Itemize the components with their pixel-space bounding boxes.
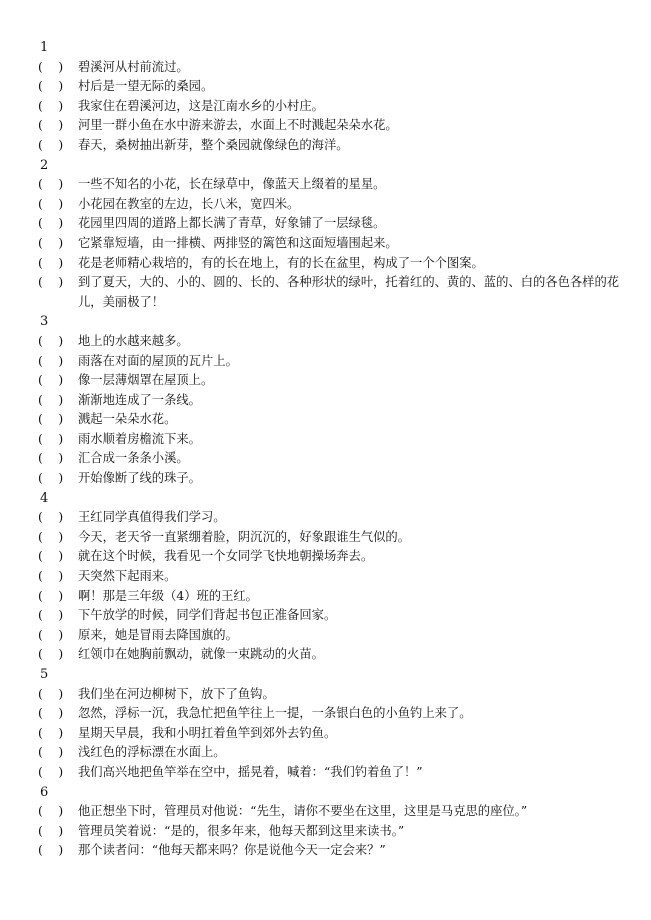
order-answer-blank[interactable]: ( ) <box>38 510 64 525</box>
sentence-item <box>38 58 628 78</box>
order-answer-blank[interactable]: ( ) <box>38 706 64 721</box>
sentence-item <box>38 685 628 705</box>
exercise-section <box>38 783 628 861</box>
sentence-item <box>38 195 628 215</box>
section-number: 1 <box>40 40 49 55</box>
order-answer-blank[interactable]: ( ) <box>38 79 64 94</box>
sentence-item <box>38 449 628 469</box>
sentence-text: 碧溪河从村前流过。 <box>78 59 189 74</box>
section-number: 6 <box>40 784 49 800</box>
sentence-item <box>38 352 628 372</box>
sentence-item <box>38 254 628 274</box>
sentence-text: 溅起一朵朵水花。 <box>78 412 177 427</box>
sentence-text: 它紧靠短墙，由一排横、两排竖的篱笆和这面短墙围起来。 <box>78 235 398 250</box>
order-answer-blank[interactable]: ( ) <box>38 137 64 152</box>
exercise-section <box>38 156 628 313</box>
sentence-text: 啊！那是三年级（4）班的王红。 <box>78 588 258 603</box>
sentence-item <box>38 802 628 822</box>
section-number: 3 <box>40 314 49 330</box>
order-answer-blank[interactable]: ( ) <box>38 569 64 584</box>
order-answer-blank[interactable]: ( ) <box>38 608 64 623</box>
order-answer-blank[interactable]: ( ) <box>38 216 64 231</box>
sentence-text: 他正想坐下时，管理员对他说：“先生，请你不要坐在这里，这里是马克思的座位。” <box>78 804 528 819</box>
sentence-item <box>38 371 628 391</box>
order-answer-blank[interactable]: ( ) <box>38 177 64 192</box>
sentence-text: 天突然下起雨来。 <box>78 569 177 584</box>
sentence-text: 我们高兴地把鱼竿举在空中，摇晃着，喊着：“我们钓着鱼了！” <box>78 764 423 779</box>
sentence-text: 一些不知名的小花，长在绿草中，像蓝天上缀着的星星。 <box>78 177 386 192</box>
sentence-text: 就在这个时候，我看见一个女同学飞快地朝操场奔去。 <box>78 549 374 564</box>
order-answer-blank[interactable]: ( ) <box>38 764 64 779</box>
order-answer-blank[interactable]: ( ) <box>38 647 64 662</box>
sentence-text: 今天，老天爷一直紧绷着脸，阴沉沉的，好象跟谁生气似的。 <box>78 529 411 544</box>
order-answer-blank[interactable]: ( ) <box>38 431 64 446</box>
exercise-section <box>38 489 628 665</box>
sentence-item <box>38 410 628 430</box>
sentence-text: 到了夏天，大的、小的、圆的、长的、各种形状的绿叶，托着红的、黄的、蓝的、白的各色各样的花儿，美丽极了！ <box>78 275 620 309</box>
order-answer-blank[interactable]: ( ) <box>38 823 64 838</box>
order-answer-blank[interactable]: ( ) <box>38 745 64 760</box>
order-answer-blank[interactable]: ( ) <box>38 725 64 740</box>
sentence-item <box>38 175 628 195</box>
order-answer-blank[interactable]: ( ) <box>38 529 64 544</box>
sentence-text: 我们坐在河边柳树下，放下了鱼钩。 <box>78 686 275 701</box>
order-answer-blank[interactable]: ( ) <box>38 255 64 270</box>
order-answer-blank[interactable]: ( ) <box>38 373 64 388</box>
exercise-document <box>38 38 628 861</box>
order-answer-blank[interactable]: ( ) <box>38 686 64 701</box>
section-number: 2 <box>40 157 49 173</box>
sentence-text: 春天，桑树抽出新芽，整个桑园就像绿色的海洋。 <box>78 137 349 152</box>
sentence-item <box>38 704 628 724</box>
order-answer-blank[interactable]: ( ) <box>38 392 64 407</box>
sentence-text: 渐渐地连成了一条线。 <box>78 392 201 407</box>
sentence-item <box>38 508 628 528</box>
sentence-item <box>38 822 628 842</box>
order-answer-blank[interactable]: ( ) <box>38 451 64 466</box>
sentence-text: 花是老师精心栽培的，有的长在地上，有的长在盆里，构成了一个个图案。 <box>78 255 484 270</box>
sentence-text: 红领巾在她胸前飘动，就像一束跳动的火苗。 <box>78 647 324 662</box>
sentence-item <box>38 332 628 352</box>
sentence-text: 花园里四周的道路上都长满了青草，好象铺了一层绿毯。 <box>78 216 386 231</box>
sentence-item <box>38 430 628 450</box>
sentence-text: 地上的水越来越多。 <box>78 333 189 348</box>
sentence-item <box>38 77 628 97</box>
order-answer-blank[interactable]: ( ) <box>38 196 64 211</box>
sentence-item <box>38 97 628 117</box>
order-answer-blank[interactable]: ( ) <box>38 118 64 133</box>
sentence-text: 汇合成一条条小溪。 <box>78 451 189 466</box>
sentence-item <box>38 234 628 254</box>
sentence-item <box>38 841 628 861</box>
order-answer-blank[interactable]: ( ) <box>38 804 64 819</box>
sentence-text: 浅红色的浮标漂在水面上。 <box>78 745 226 760</box>
sentence-item <box>38 645 628 665</box>
sentence-text: 像一层薄烟罩在屋顶上。 <box>78 373 214 388</box>
sentence-item <box>38 469 628 489</box>
order-answer-blank[interactable]: ( ) <box>38 59 64 74</box>
sentence-text: 村后是一望无际的桑园。 <box>78 79 214 94</box>
order-answer-blank[interactable]: ( ) <box>38 412 64 427</box>
sentence-item <box>38 567 628 587</box>
sentence-item <box>38 116 628 136</box>
sentence-text: 雨落在对面的屋顶的瓦片上。 <box>78 353 238 368</box>
sentence-item <box>38 214 628 234</box>
order-answer-blank[interactable]: ( ) <box>38 588 64 603</box>
order-answer-blank[interactable]: ( ) <box>38 627 64 642</box>
order-answer-blank[interactable]: ( ) <box>38 549 64 564</box>
sentence-item <box>38 606 628 626</box>
order-answer-blank[interactable]: ( ) <box>38 235 64 250</box>
order-answer-blank[interactable]: ( ) <box>38 275 64 290</box>
sentence-text: 管理员笑着说：“是的，很多年来，他每天都到这里来读书。” <box>78 823 405 838</box>
sentence-item <box>38 626 628 646</box>
sentence-text: 忽然，浮标一沉，我急忙把鱼竿往上一提，一条银白色的小鱼钓上来了。 <box>78 706 472 721</box>
sentence-item <box>38 743 628 763</box>
sentence-text: 河里一群小鱼在水中游来游去，水面上不时溅起朵朵水花。 <box>78 118 398 133</box>
sentence-item <box>38 136 628 156</box>
section-number: 4 <box>40 490 49 506</box>
sentence-text: 我家住在碧溪河边，这是江南水乡的小村庄。 <box>78 98 324 113</box>
order-answer-blank[interactable]: ( ) <box>38 98 64 113</box>
exercise-section <box>38 38 628 156</box>
sentence-text: 小花园在教室的左边，长八米，宽四米。 <box>78 196 300 211</box>
section-number: 5 <box>40 667 49 682</box>
sentence-text: 星期天早晨，我和小明扛着鱼竿到郊外去钓鱼。 <box>78 725 337 740</box>
sentence-item <box>38 763 628 783</box>
sentence-text: 雨水顺着房檐流下来。 <box>78 431 201 446</box>
sentence-text: 原来，她是冒雨去降国旗的。 <box>78 627 238 642</box>
exercise-section <box>38 665 628 783</box>
sentence-item <box>38 528 628 548</box>
sentence-item <box>38 547 628 567</box>
sentence-text: 下午放学的时候，同学们背起书包正准备回家。 <box>78 608 337 623</box>
order-answer-blank[interactable]: ( ) <box>38 353 64 368</box>
sentence-item <box>38 273 628 312</box>
order-answer-blank[interactable]: ( ) <box>38 471 64 486</box>
sentence-item <box>38 587 628 607</box>
sentence-text: 王红同学真值得我们学习。 <box>78 510 226 525</box>
sentence-item <box>38 391 628 411</box>
sentence-text: 开始像断了线的珠子。 <box>78 471 201 486</box>
order-answer-blank[interactable]: ( ) <box>38 843 64 858</box>
sentence-item <box>38 724 628 744</box>
sentence-text: 那个读者问：“他每天都来吗？你是说他今天一定会来？” <box>78 843 386 858</box>
order-answer-blank[interactable]: ( ) <box>38 333 64 348</box>
exercise-section <box>38 312 628 488</box>
